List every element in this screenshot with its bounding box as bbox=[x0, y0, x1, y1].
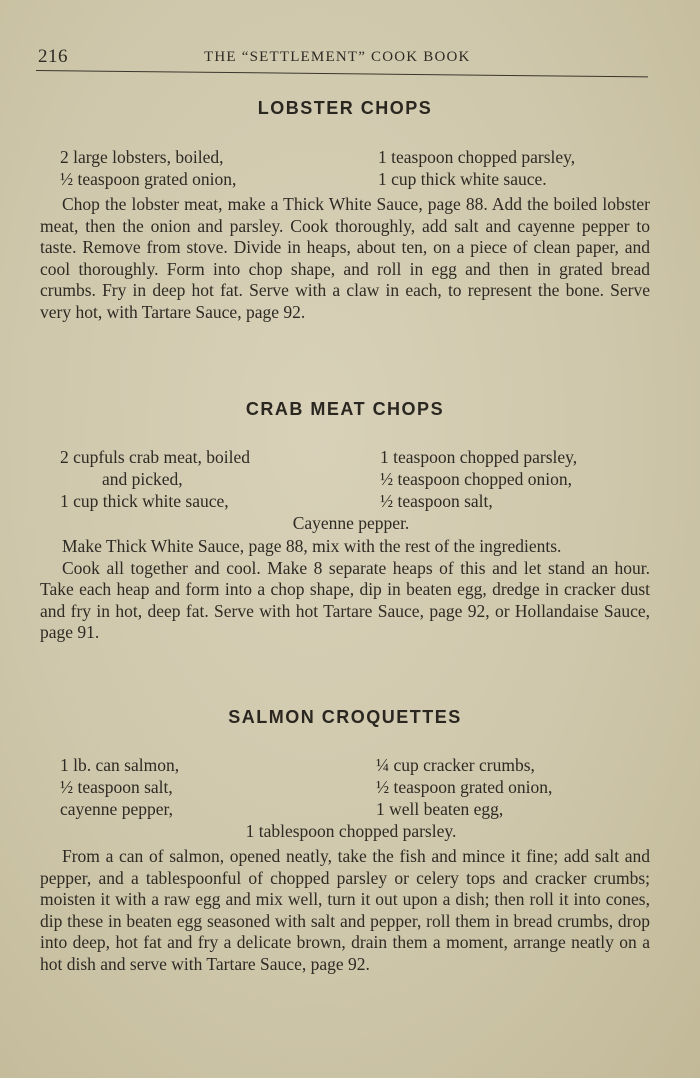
recipe-crab-meat-chops bbox=[40, 399, 650, 644]
page-header bbox=[38, 46, 648, 70]
recipe-title: LOBSTER CHOPS bbox=[257, 98, 433, 118]
ingredient: ½ teaspoon grated onion, bbox=[376, 777, 553, 797]
ingredient-column-right bbox=[376, 754, 552, 820]
ingredient-centered: 1 tablespoon chopped parsley. bbox=[245, 821, 457, 841]
recipe-instructions: From a can of salmon, opened neatly, take the fish and mince it fine; add salt and pepper, and a tablespoonful of chopped parsley or celery tops and cracker crumbs; moisten it with a raw egg and mix well, turn it out upon a dish; then roll it into cones, dip these in beaten egg seasoned with salt and pepper, roll them in bread crumbs, drop into deep, hot fat and fry a delicate brown, drain them a moment, arrange neatly on a hot dish and serve with Tartare Sauce, page 92. bbox=[40, 846, 650, 974]
recipe-salmon-croquettes bbox=[40, 707, 650, 976]
ingredient: ¼ cup cracker crumbs, bbox=[376, 755, 535, 775]
ingredient-column-left bbox=[60, 146, 236, 190]
ingredient-list bbox=[40, 446, 650, 534]
ingredient: 2 cupfuls crab meat, boiled bbox=[60, 447, 251, 467]
ingredient: and picked, bbox=[102, 469, 183, 489]
running-title: THE “SETTLEMENT” COOK BOOK bbox=[204, 49, 471, 65]
ingredient-column-left bbox=[60, 754, 179, 820]
ingredient: 1 cup thick white sauce. bbox=[378, 169, 547, 189]
recipe-instructions: Make Thick White Sauce, page 88, mix with the rest of the ingredients. bbox=[62, 536, 562, 556]
ingredient-list bbox=[40, 146, 650, 192]
header-rule bbox=[36, 70, 648, 77]
recipe-title: CRAB MEAT CHOPS bbox=[245, 399, 445, 419]
ingredient-column-right bbox=[380, 446, 577, 512]
ingredient: ½ teaspoon salt, bbox=[380, 491, 493, 511]
ingredient: ½ teaspoon chopped onion, bbox=[380, 469, 572, 489]
ingredient-list bbox=[40, 754, 650, 842]
recipe-instructions: Cook all together and cool. Make 8 separate heaps of this and let stand an hour. Take each heap and form into a chop shape, dip in beaten egg, dredge in cracker dust and fry in hot, deep fat. Serve with hot Tartare Sauce, page 92, or Hollandaise Sauce, page 91. bbox=[40, 557, 650, 643]
ingredient: 1 well beaten egg, bbox=[376, 799, 504, 819]
ingredient: 1 teaspoon chopped parsley, bbox=[380, 447, 578, 467]
page-number: 216 bbox=[38, 46, 68, 67]
ingredient: ½ teaspoon grated onion, bbox=[60, 169, 237, 189]
ingredient: 2 large lobsters, boiled, bbox=[60, 147, 224, 167]
ingredient: 1 teaspoon chopped parsley, bbox=[378, 147, 576, 167]
recipe-lobster-chops bbox=[40, 98, 650, 324]
recipe-instructions: Chop the lobster meat, make a Thick White Sauce, page 88. Add the boiled lobster meat, then the onion and parsley. Cook thoroughly, add salt and cayenne pepper to taste. Remove from stove. Divide in heaps, about ten, on a piece of clean paper, and cool thoroughly. Form into chop shape, and roll in egg and then in grated bread crumbs. Fry in deep hot fat. Serve with a claw in each, to represent the bone. Serve very hot, with Tartare Sauce, page 92. bbox=[40, 194, 650, 322]
recipe-title: SALMON CROQUETTES bbox=[228, 707, 462, 727]
ingredient-column-left bbox=[60, 446, 250, 512]
ingredient: 1 cup thick white sauce, bbox=[60, 491, 229, 511]
ingredient-column-right bbox=[378, 146, 575, 190]
ingredient-centered: Cayenne pepper. bbox=[292, 513, 410, 533]
ingredient: 1 lb. can salmon, bbox=[60, 755, 180, 775]
ingredient: cayenne pepper, bbox=[60, 799, 173, 819]
ingredient: ½ teaspoon salt, bbox=[60, 777, 173, 797]
